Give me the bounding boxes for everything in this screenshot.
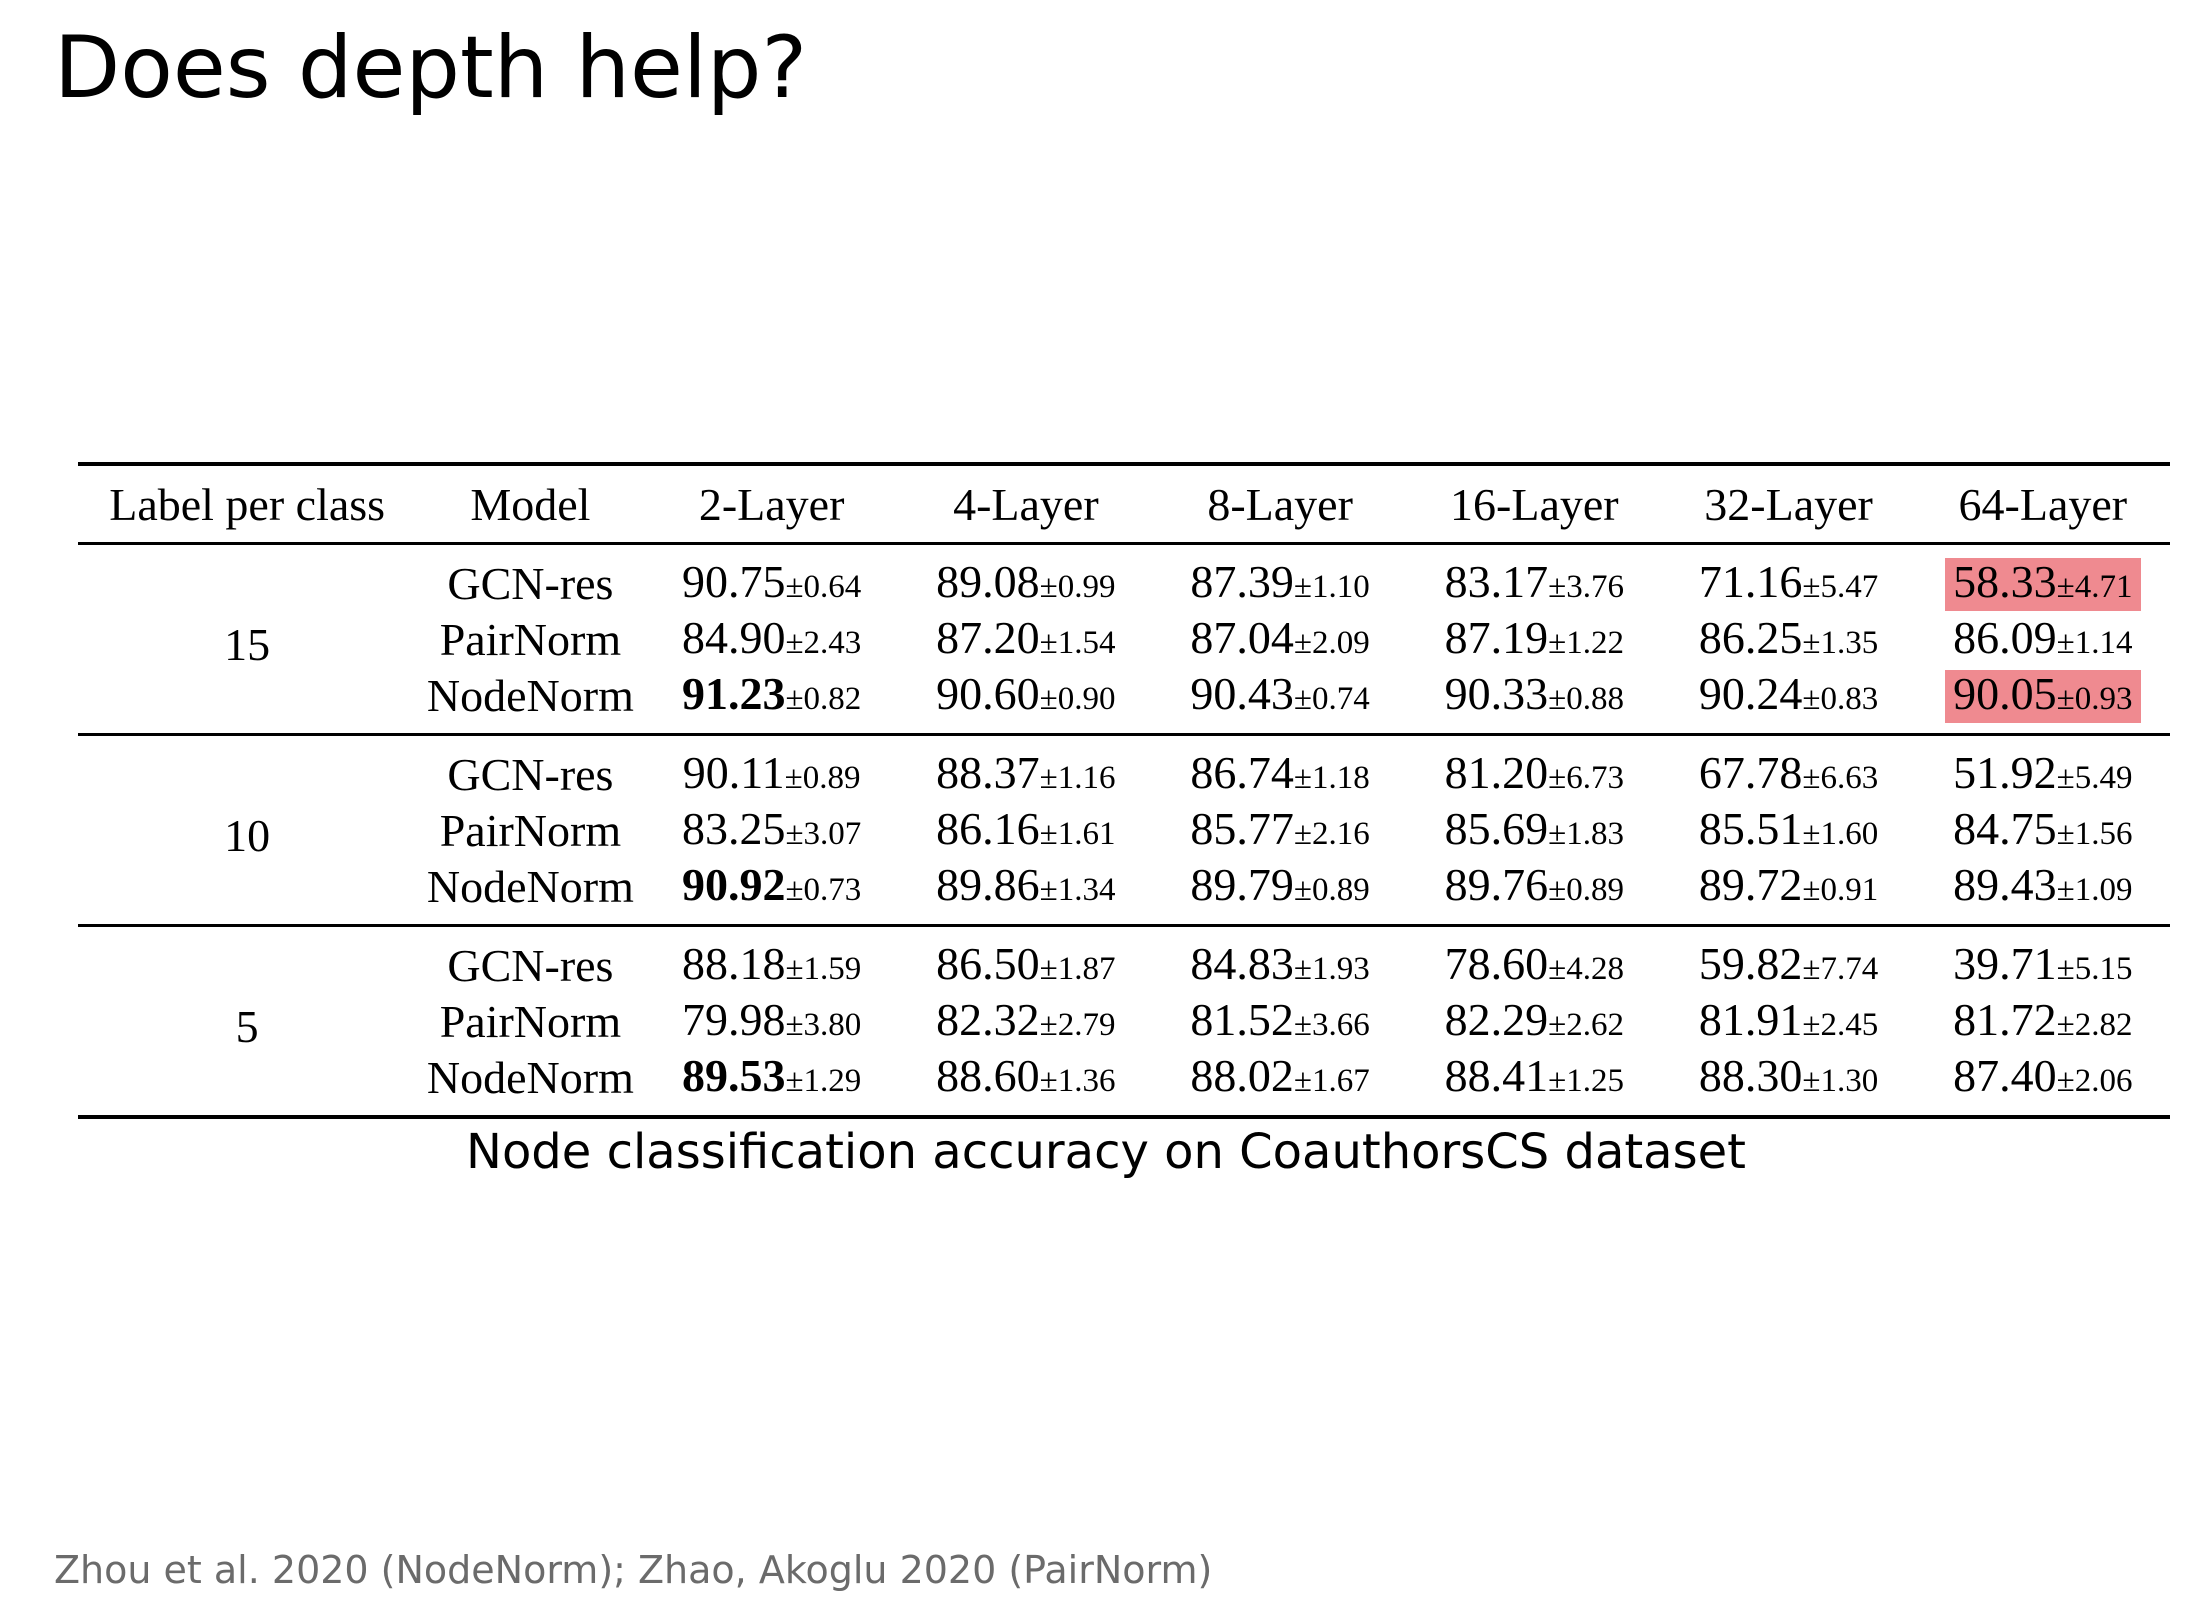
accuracy-cell [1916,544,2170,612]
value-wrapper [1437,940,1632,993]
accuracy-std: ±3.76 [1548,569,1625,605]
header-row [78,464,2170,544]
header-label-per-class: Label per class [109,478,386,530]
accuracy-mean: 87.04 [1190,612,1294,663]
value-wrapper [1182,940,1377,993]
accuracy-std: ±0.82 [785,681,862,717]
accuracy-cell [1661,611,1915,667]
accuracy-std: ±2.09 [1293,625,1370,661]
accuracy-std: ±0.83 [1802,681,1879,717]
accuracy-std: ±6.63 [1802,760,1879,796]
value-wrapper [1945,996,2140,1049]
accuracy-std: ±4.71 [2056,569,2133,605]
accuracy-std: ±1.16 [1039,760,1116,796]
accuracy-mean: 88.37 [936,747,1040,798]
value-wrapper [1691,614,1886,667]
accuracy-mean: 89.43 [1953,859,2057,910]
value-wrapper [675,749,869,802]
accuracy-std: ±1.36 [1039,1063,1116,1099]
value-wrapper [674,670,869,723]
accuracy-mean: 90.75 [681,556,786,607]
accuracy-mean: 90.60 [936,668,1040,719]
value-wrapper [1691,805,1886,858]
accuracy-cell [645,1049,899,1117]
header-4-layer: 4-Layer [953,478,1099,530]
accuracy-mean: 87.39 [1190,556,1294,607]
value-wrapper [1182,614,1377,667]
accuracy-cell [1661,802,1915,858]
value-wrapper [1691,558,1886,611]
value-wrapper [1691,861,1886,914]
model-name-cell: PairNorm [439,804,622,856]
accuracy-cell [899,735,1153,803]
value-wrapper [1437,861,1632,914]
accuracy-cell [1661,858,1915,926]
accuracy-mean: 86.09 [1953,612,2057,663]
accuracy-std: ±1.09 [2056,872,2133,908]
accuracy-cell [1407,611,1661,667]
accuracy-cell [1407,993,1661,1049]
value-wrapper [1691,670,1886,723]
accuracy-mean: 59.82 [1698,938,1803,989]
accuracy-std: ±3.07 [785,816,862,852]
value-wrapper [1182,558,1377,611]
value-wrapper [928,1052,1123,1105]
accuracy-std: ±2.45 [1802,1007,1879,1043]
accuracy-std: ±1.83 [1548,816,1625,852]
accuracy-mean: 89.86 [936,859,1040,910]
value-wrapper [1437,996,1632,1049]
accuracy-cell [1661,1049,1915,1117]
accuracy-cell [1153,544,1407,612]
accuracy-std: ±1.87 [1039,951,1116,987]
accuracy-mean: 89.72 [1698,859,1803,910]
value-wrapper [1437,614,1632,667]
value-wrapper [1945,1052,2140,1105]
accuracy-cell [1407,802,1661,858]
accuracy-cell [1153,858,1407,926]
accuracy-std: ±1.61 [1039,816,1116,852]
accuracy-mean: 90.33 [1444,668,1549,719]
accuracy-std: ±0.99 [1039,569,1116,605]
label-per-class-cell: 10 [224,809,271,861]
model-name-cell: NodeNorm [426,1051,634,1103]
accuracy-std: ±0.64 [785,569,862,605]
accuracy-mean: 58.33 [1953,556,2057,607]
accuracy-cell [645,611,899,667]
accuracy-std: ±2.16 [1293,816,1370,852]
value-wrapper [1182,1052,1377,1105]
accuracy-std: ±5.49 [2056,760,2133,796]
value-wrapper [1182,805,1377,858]
value-wrapper [674,996,869,1049]
accuracy-mean: 90.11 [682,747,785,798]
accuracy-cell [1407,735,1661,803]
accuracy-cell [1407,544,1661,612]
accuracy-cell [1153,611,1407,667]
accuracy-cell [1661,993,1915,1049]
accuracy-mean: 51.92 [1953,747,2057,798]
value-wrapper [1437,1052,1632,1105]
accuracy-std: ±1.54 [1039,625,1116,661]
accuracy-mean: 86.74 [1190,747,1294,798]
accuracy-cell [1153,802,1407,858]
row-group [78,735,2170,926]
row-group [78,544,2170,735]
accuracy-std: ±3.80 [785,1007,862,1043]
value-wrapper [1945,614,2140,667]
accuracy-cell [645,667,899,735]
accuracy-mean: 91.23 [681,668,786,719]
accuracy-cell [1916,1049,2170,1117]
accuracy-mean: 81.52 [1190,994,1294,1045]
accuracy-std: ±6.73 [1548,760,1625,796]
accuracy-mean: 83.17 [1444,556,1549,607]
model-name-cell: NodeNorm [426,860,634,912]
accuracy-mean: 78.60 [1444,938,1549,989]
accuracy-mean: 39.71 [1953,938,2057,989]
value-wrapper [1182,996,1377,1049]
accuracy-cell [1407,1049,1661,1117]
accuracy-mean: 82.29 [1444,994,1549,1045]
accuracy-std: ±1.93 [1293,951,1370,987]
model-name-cell: GCN-res [447,557,614,609]
accuracy-std: ±0.73 [785,872,862,908]
value-wrapper [1437,670,1632,723]
accuracy-mean: 88.41 [1444,1050,1549,1101]
accuracy-std: ±1.14 [2056,625,2133,661]
accuracy-mean: 90.92 [681,859,786,910]
accuracy-mean: 81.91 [1698,994,1803,1045]
header-64-layer: 64-Layer [1958,478,2128,530]
accuracy-cell [899,544,1153,612]
accuracy-cell [1916,667,2170,735]
highlighted-value [1945,670,2140,723]
accuracy-std: ±0.90 [1039,681,1116,717]
accuracy-cell [645,735,899,803]
accuracy-cell [899,993,1153,1049]
accuracy-std: ±2.79 [1039,1007,1116,1043]
value-wrapper [1182,749,1377,802]
accuracy-mean: 88.18 [681,938,786,989]
model-name-cell: PairNorm [439,613,622,665]
highlighted-value [1945,558,2140,611]
accuracy-std: ±1.35 [1802,625,1879,661]
accuracy-mean: 89.08 [936,556,1040,607]
accuracy-cell [645,926,899,994]
accuracy-cell [1153,735,1407,803]
accuracy-cell [1407,926,1661,994]
accuracy-mean: 88.60 [936,1050,1040,1101]
slide-title: Does depth help? [54,18,808,118]
header-2-layer: 2-Layer [698,478,845,530]
value-wrapper [1945,861,2140,914]
accuracy-std: ±1.22 [1548,625,1625,661]
model-name-cell: NodeNorm [426,669,634,721]
accuracy-mean: 89.79 [1190,859,1294,910]
accuracy-mean: 79.98 [681,994,786,1045]
value-wrapper [928,996,1123,1049]
accuracy-cell [899,858,1153,926]
accuracy-cell [1916,802,2170,858]
accuracy-mean: 85.51 [1698,803,1803,854]
value-wrapper [928,940,1123,993]
accuracy-mean: 81.72 [1953,994,2057,1045]
accuracy-mean: 90.43 [1190,668,1294,719]
header-16-layer: 16-Layer [1450,478,1619,530]
row-group [78,926,2170,1118]
accuracy-mean: 86.16 [936,803,1040,854]
value-wrapper [1691,1052,1886,1105]
value-wrapper [1182,670,1377,723]
accuracy-mean: 90.24 [1698,668,1803,719]
model-name-cell: GCN-res [447,748,614,800]
accuracy-std: ±0.91 [1802,872,1879,908]
model-name-cell: GCN-res [447,939,614,991]
accuracy-mean: 88.30 [1698,1050,1803,1101]
accuracy-cell [645,993,899,1049]
accuracy-std: ±0.89 [1548,872,1625,908]
accuracy-mean: 84.90 [681,612,786,663]
accuracy-cell [899,667,1153,735]
citation-footnote: Zhou et al. 2020 (NodeNorm); Zhao, Akoglu 2020 (PairNorm) [54,1548,1213,1592]
accuracy-std: ±1.34 [1039,872,1116,908]
value-wrapper [1691,749,1886,802]
accuracy-std: ±5.47 [1802,569,1879,605]
accuracy-cell [1153,926,1407,994]
accuracy-std: ±1.18 [1293,760,1370,796]
accuracy-mean: 87.20 [936,612,1040,663]
accuracy-cell [1153,1049,1407,1117]
accuracy-std: ±1.56 [2056,816,2133,852]
accuracy-std: ±1.10 [1293,569,1370,605]
label-per-class-cell: 15 [224,618,271,670]
accuracy-std: ±0.93 [2056,681,2133,717]
accuracy-std: ±0.74 [1293,681,1370,717]
value-wrapper [1437,558,1632,611]
accuracy-mean: 85.77 [1190,803,1294,854]
accuracy-std: ±0.88 [1548,681,1625,717]
results-table-container [78,462,2170,1119]
accuracy-std: ±3.66 [1293,1007,1370,1043]
accuracy-mean: 89.53 [681,1050,786,1101]
accuracy-std: ±1.29 [785,1063,862,1099]
accuracy-mean: 84.83 [1190,938,1294,989]
accuracy-cell [1153,667,1407,735]
value-wrapper [1437,749,1632,802]
value-wrapper [1691,940,1886,993]
accuracy-mean: 88.02 [1190,1050,1294,1101]
label-per-class-cell: 5 [235,1000,259,1052]
accuracy-mean: 89.76 [1444,859,1549,910]
accuracy-mean: 85.69 [1444,803,1549,854]
accuracy-cell [645,802,899,858]
value-wrapper [674,614,869,667]
value-wrapper [1691,996,1886,1049]
accuracy-mean: 71.16 [1698,556,1803,607]
accuracy-mean: 67.78 [1698,747,1803,798]
accuracy-std: ±2.06 [2056,1063,2133,1099]
accuracy-cell [645,544,899,612]
accuracy-mean: 86.25 [1698,612,1803,663]
accuracy-cell [899,1049,1153,1117]
accuracy-cell [899,802,1153,858]
accuracy-mean: 82.32 [936,994,1040,1045]
accuracy-mean: 87.40 [1953,1050,2057,1101]
value-wrapper [1182,861,1377,914]
accuracy-cell [1661,735,1915,803]
accuracy-mean: 86.50 [936,938,1040,989]
accuracy-std: ±1.30 [1802,1063,1879,1099]
accuracy-cell [1916,611,2170,667]
value-wrapper [928,670,1123,723]
accuracy-cell [1407,667,1661,735]
value-wrapper [674,861,869,914]
accuracy-cell [1661,544,1915,612]
value-wrapper [674,558,869,611]
accuracy-std: ±1.60 [1802,816,1879,852]
value-wrapper [928,558,1123,611]
value-wrapper [674,940,869,993]
accuracy-cell [1661,667,1915,735]
value-wrapper [1945,805,2140,858]
accuracy-cell [1407,858,1661,926]
value-wrapper [1945,940,2140,993]
accuracy-std: ±4.28 [1548,951,1625,987]
accuracy-std: ±2.43 [785,625,862,661]
accuracy-cell [899,926,1153,994]
table-row [78,544,2170,612]
accuracy-cell [1153,993,1407,1049]
accuracy-std: ±1.59 [785,951,862,987]
accuracy-std: ±7.74 [1802,951,1879,987]
table-row [78,926,2170,994]
value-wrapper [674,805,869,858]
header-32-layer: 32-Layer [1704,478,1873,530]
results-table [78,462,2170,1119]
header-8-layer: 8-Layer [1207,478,1353,530]
model-name-cell: PairNorm [439,995,622,1047]
table-header [78,464,2170,544]
accuracy-mean: 81.20 [1444,747,1549,798]
accuracy-cell [1916,993,2170,1049]
accuracy-mean: 87.19 [1444,612,1549,663]
accuracy-std: ±0.89 [784,760,861,796]
table-row [78,735,2170,803]
value-wrapper [928,861,1123,914]
accuracy-cell [645,858,899,926]
accuracy-cell [1916,926,2170,994]
accuracy-mean: 84.75 [1953,803,2057,854]
value-wrapper [928,749,1123,802]
accuracy-std: ±1.67 [1293,1063,1370,1099]
value-wrapper [1437,805,1632,858]
accuracy-cell [1916,735,2170,803]
table-caption: Node classification accuracy on CoauthorsCS dataset [466,1124,1746,1180]
value-wrapper [1945,749,2140,802]
accuracy-cell [1661,926,1915,994]
accuracy-cell [1916,858,2170,926]
accuracy-std: ±2.82 [2056,1007,2133,1043]
header-model: Model [470,478,591,530]
accuracy-mean: 90.05 [1953,668,2057,719]
accuracy-std: ±2.62 [1548,1007,1625,1043]
accuracy-std: ±0.89 [1293,872,1370,908]
value-wrapper [928,614,1123,667]
accuracy-std: ±1.25 [1548,1063,1625,1099]
accuracy-cell [899,611,1153,667]
value-wrapper [928,805,1123,858]
value-wrapper [674,1052,869,1105]
accuracy-std: ±5.15 [2056,951,2133,987]
accuracy-mean: 83.25 [681,803,786,854]
